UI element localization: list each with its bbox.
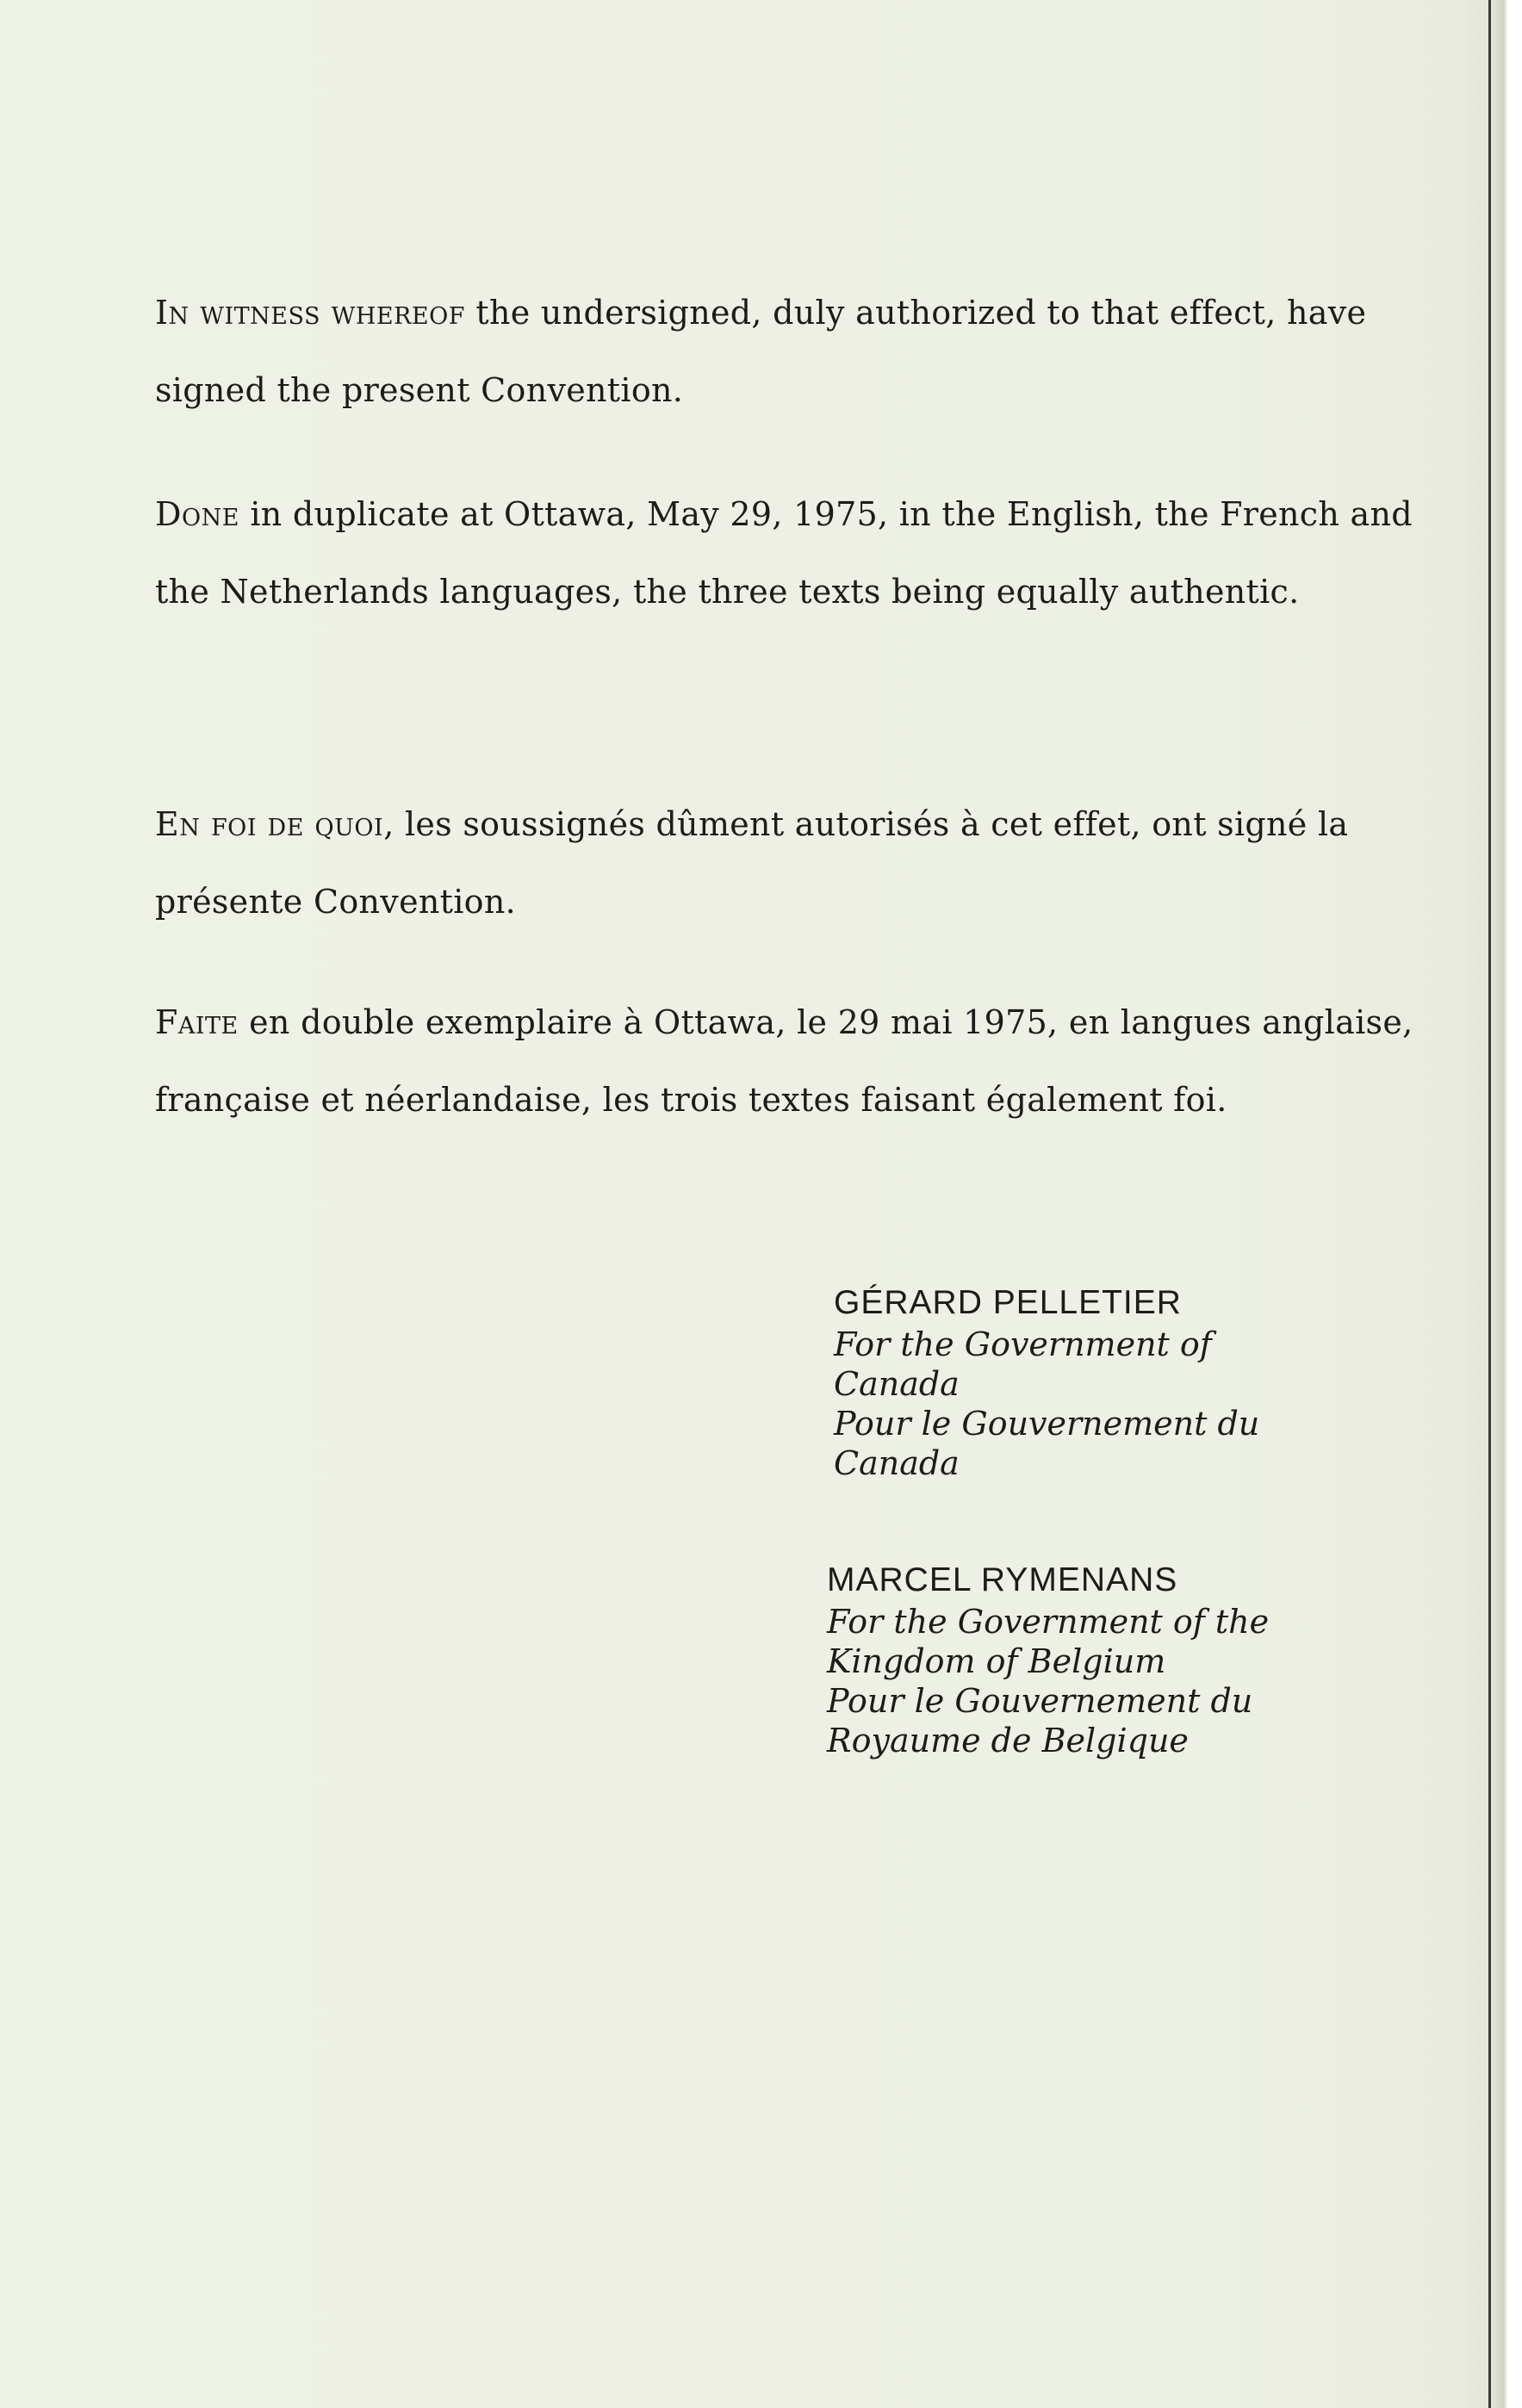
- signatory-title-line: For the Government of the: [827, 1603, 1270, 1641]
- signatory-name: MARCEL RYMENANS: [827, 1561, 1178, 1598]
- paragraph-text: the undersigned, duly authorized to that effect, have signed the present Convention.: [155, 294, 1367, 409]
- signatory-title-line: Canada: [834, 1444, 960, 1482]
- signatory-name: GÉRARD PELLETIER: [834, 1284, 1182, 1321]
- show-through-text: [207, 198, 217, 239]
- paragraph-lead: Faite: [155, 1003, 239, 1041]
- paragraph-faite: [155, 984, 1447, 1139]
- paragraph-text: , les soussignés dûment autorisés à cet effet, ont signé la présente Convention.: [155, 805, 1349, 921]
- paragraph-text: in duplicate at Ottawa, May 29, 1975, in the English, the French and the Netherlands languages, the three texts being equally authentic.: [155, 495, 1413, 611]
- signatory-title-line: Royaume de Belgique: [827, 1722, 1189, 1759]
- signature-block-canada: [834, 1283, 1259, 1483]
- signatory-title-line: Pour le Gouvernement du: [827, 1682, 1253, 1720]
- signatory-title-line: For the Government of: [834, 1325, 1212, 1363]
- signatory-title-line: Kingdom of Belgium: [827, 1642, 1166, 1680]
- paragraph-lead: In witness whereof: [155, 294, 465, 332]
- paragraph-lead: En foi de quoi: [155, 805, 384, 843]
- paragraph-lead: Done: [155, 495, 239, 533]
- paragraph-done: [155, 475, 1447, 630]
- paragraph-in-witness: [155, 274, 1447, 429]
- paragraph-text: en double exemplaire à Ottawa, le 29 mai 1975, en langues anglaise, française et néerlandaise, les trois textes faisant également foi.: [155, 1003, 1413, 1119]
- signatory-title-line: Pour le Gouvernement du: [834, 1405, 1260, 1443]
- paragraph-en-foi: [155, 785, 1447, 940]
- signature-block-belgium: [827, 1561, 1269, 1760]
- signatory-title-line: Canada: [834, 1365, 960, 1403]
- page-binding-edge: [1488, 0, 1522, 2408]
